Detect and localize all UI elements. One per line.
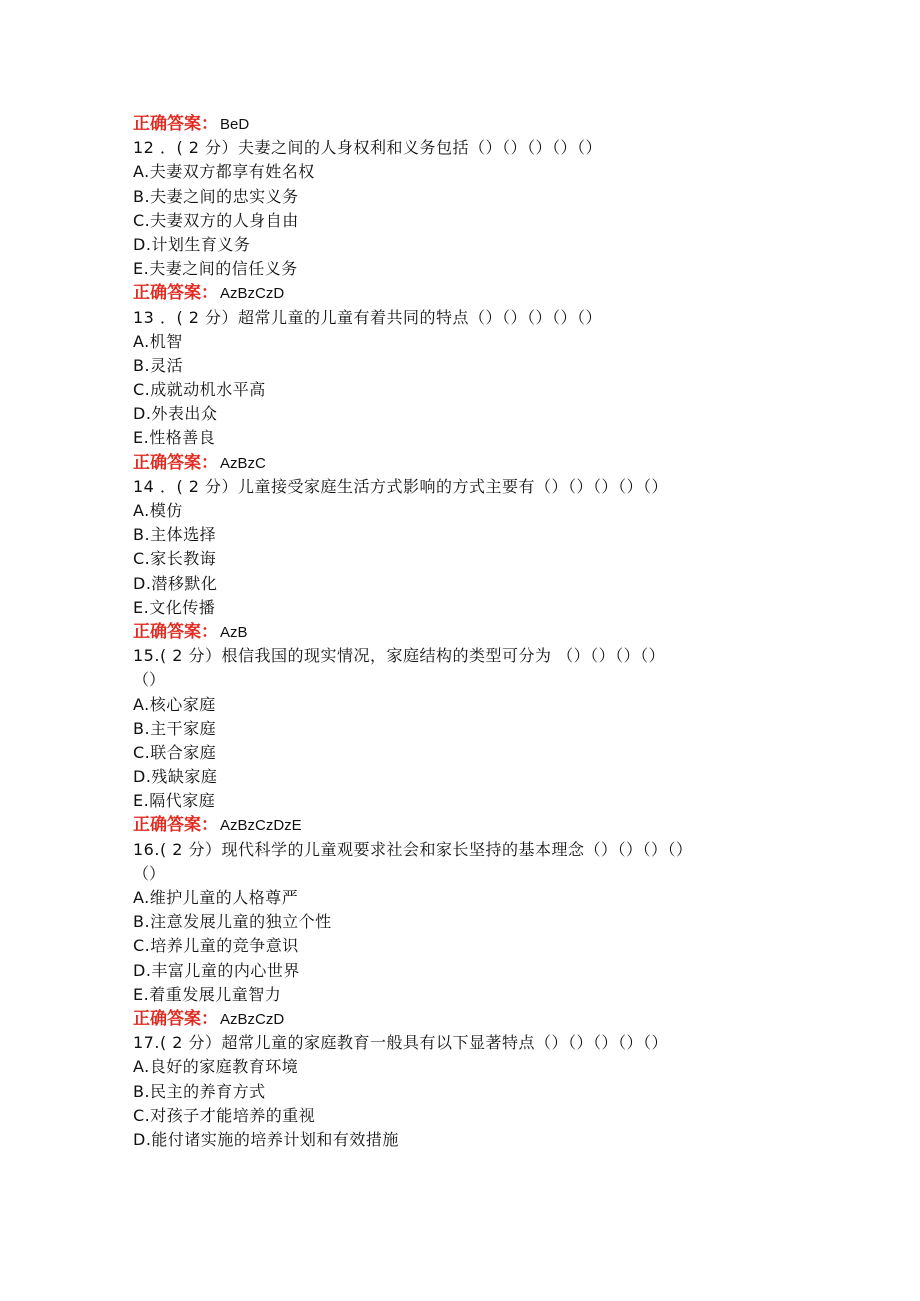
option-line <box>133 765 833 789</box>
option-line <box>133 1055 833 1079</box>
option-line <box>133 959 833 983</box>
correct-answer-line <box>133 1007 833 1031</box>
question-line <box>133 644 833 668</box>
answer-option: E.着重发展儿童智力 <box>133 984 282 1004</box>
answer-option: C.培养儿童的竞争意识 <box>133 936 299 956</box>
option-line <box>133 1080 833 1104</box>
correct-answer-label: 正确答案： <box>133 452 218 473</box>
option-line <box>133 523 833 547</box>
correct-answer-line <box>133 620 833 644</box>
answer-option: B.灵活 <box>133 355 184 375</box>
question-line <box>133 838 833 862</box>
question-continuation-line <box>133 668 833 692</box>
question-line <box>133 1031 833 1055</box>
correct-answer-label: 正确答案： <box>133 283 218 304</box>
answer-option: D.潜移默化 <box>133 573 218 593</box>
question-text: 13 ．( 2 分）超常儿童的儿童有着共同的特点（）（）（）（）（） <box>133 307 603 327</box>
correct-answer-value: AzBzC <box>220 454 266 472</box>
answer-option: C.家长教诲 <box>133 549 217 569</box>
answer-option: A.良好的家庭教育环境 <box>133 1057 299 1077</box>
correct-answer-label: 正确答案： <box>133 815 218 836</box>
answer-option: A.核心家庭 <box>133 694 216 714</box>
question-line <box>133 306 833 330</box>
correct-answer-label: 正确答案： <box>133 621 218 642</box>
option-line <box>133 983 833 1007</box>
answer-option: D.残缺家庭 <box>133 767 218 787</box>
option-line <box>133 1104 833 1128</box>
correct-answer-label: 正确答案： <box>133 114 218 134</box>
answer-option: B.民主的养育方式 <box>133 1081 266 1101</box>
option-line <box>133 934 833 958</box>
option-line <box>133 1128 833 1152</box>
option-line <box>133 185 833 209</box>
question-text-continuation: （） <box>133 863 166 883</box>
option-line <box>133 160 833 184</box>
correct-answer-line <box>133 281 833 305</box>
answer-option: E.性格善良 <box>133 428 216 448</box>
answer-option: B.注意发展儿童的独立个性 <box>133 912 332 932</box>
answer-option: A.机智 <box>133 331 183 351</box>
answer-option: D.计划生育义务 <box>133 234 251 254</box>
question-text: 14 ．( 2 分）儿童接受家庭生活方式影响的方式主要有（）（）（）（）（） <box>133 476 669 496</box>
correct-answer-value: AzBzCzDzE <box>220 817 302 835</box>
correct-answer-value: BeD <box>220 116 250 133</box>
option-line <box>133 233 833 257</box>
option-line <box>133 886 833 910</box>
answer-option: B.夫妻之间的忠实义务 <box>133 186 299 206</box>
answer-option: E.隔代家庭 <box>133 791 216 811</box>
answer-option: B.主体选择 <box>133 525 217 545</box>
correct-answer-value: AzB <box>220 623 248 641</box>
question-line <box>133 475 833 499</box>
option-line <box>133 257 833 281</box>
answer-option: D.外表出众 <box>133 404 218 424</box>
option-line <box>133 910 833 934</box>
question-text: 12 ．( 2 分）夫妻之间的人身权利和义务包括（）（）（）（）（） <box>133 138 603 158</box>
answer-option: E.夫妻之间的信任义务 <box>133 259 298 279</box>
answer-option: C.联合家庭 <box>133 742 217 762</box>
answer-option: A.维护儿童的人格尊严 <box>133 888 299 907</box>
option-line <box>133 402 833 426</box>
option-line <box>133 426 833 450</box>
correct-answer-line <box>133 451 833 475</box>
question-text: 15.( 2 分）根信我国的现实情况，家庭结构的类型可分为 （）（）（）（） <box>133 646 666 666</box>
option-line <box>133 717 833 741</box>
correct-answer-line <box>133 112 833 136</box>
answer-option: A.模仿 <box>133 501 183 520</box>
document-page <box>133 112 833 1152</box>
question-text: 17.( 2 分）超常儿童的家庭教育一般具有以下显著特点（）（）（）（）（） <box>133 1033 669 1053</box>
answer-option: C.对孩子才能培养的重视 <box>133 1105 316 1125</box>
correct-answer-value: AzBzCzD <box>220 285 285 303</box>
answer-option: D.能付诸实施的培养计划和有效措施 <box>133 1129 399 1149</box>
answer-option: B.主干家庭 <box>133 718 217 738</box>
option-line <box>133 378 833 402</box>
option-line <box>133 499 833 523</box>
answer-option: A.夫妻双方都享有姓名权 <box>133 162 315 182</box>
answer-option: C.成就动机水平高 <box>133 380 266 400</box>
answer-option: C.夫妻双方的人身自由 <box>133 210 299 230</box>
question-line <box>133 136 833 160</box>
option-line <box>133 596 833 620</box>
option-line <box>133 789 833 813</box>
option-line <box>133 547 833 571</box>
question-text: 16.( 2 分）现代科学的儿童观要求社会和家长坚持的基本理念（）（）（）（） <box>133 839 693 859</box>
option-line <box>133 693 833 717</box>
option-line <box>133 741 833 765</box>
question-continuation-line <box>133 862 833 886</box>
option-line <box>133 572 833 596</box>
option-line <box>133 209 833 233</box>
correct-answer-line <box>133 813 833 837</box>
correct-answer-label: 正确答案： <box>133 1008 218 1029</box>
question-text-continuation: （） <box>133 670 166 690</box>
option-line <box>133 330 833 354</box>
answer-option: E.文化传播 <box>133 597 216 617</box>
option-line <box>133 354 833 378</box>
answer-option: D.丰富儿童的内心世界 <box>133 960 300 980</box>
correct-answer-value: AzBzCzD <box>220 1010 285 1028</box>
